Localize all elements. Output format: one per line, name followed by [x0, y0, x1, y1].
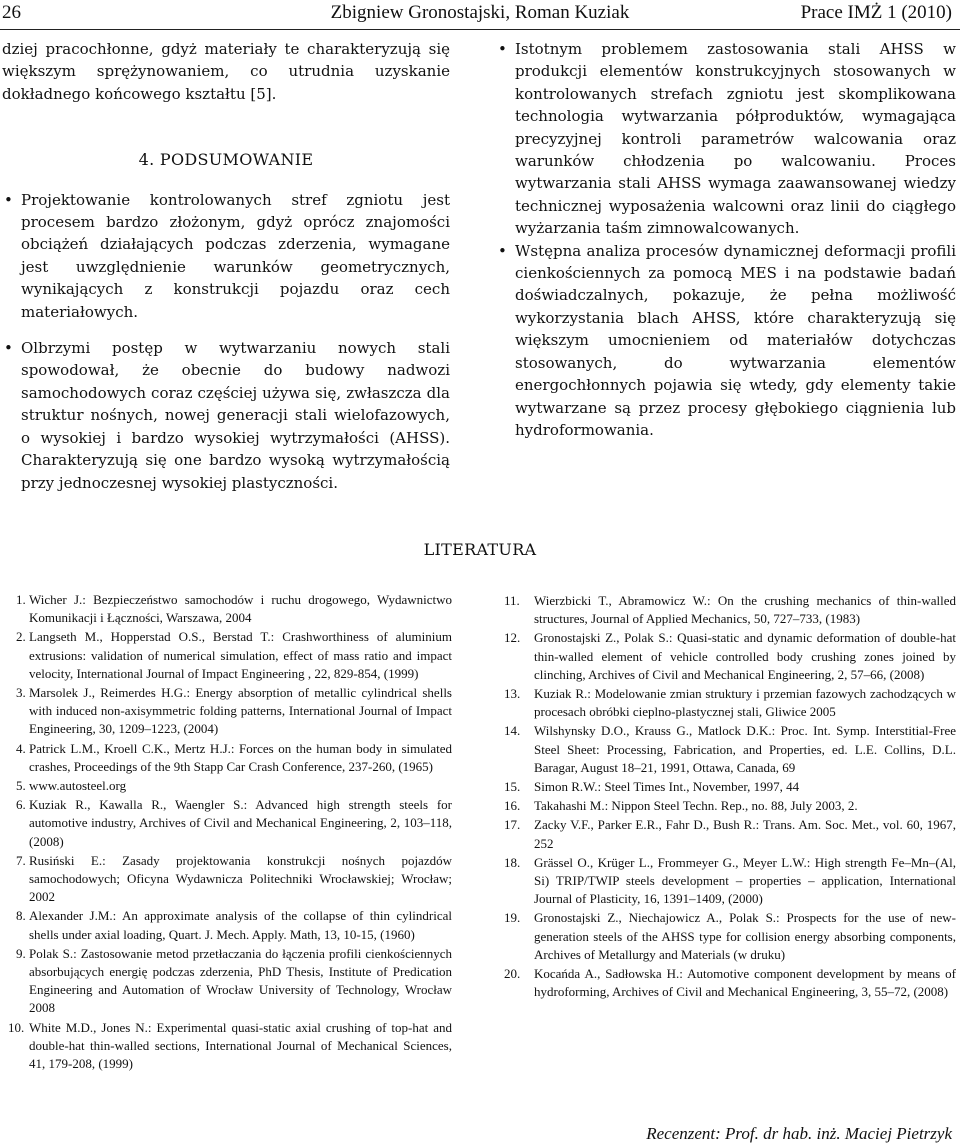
reference-item [504, 816, 956, 852]
reference-text: Grässel O., Krüger L., Frommeyer G., Meyer L.W.: High strength Fe–Mn–(Al, Si) TRIP/TWIP steels development – properties – application, International Journal of Plasticity, 16, 1391–1409, (2000) [534, 854, 956, 907]
reference-number: 19. [504, 910, 521, 926]
reference-number: 14. [504, 723, 521, 739]
reference-text: Zacky V.F., Parker E.R., Fahr D., Bush R.: Trans. Am. Soc. Met., vol. 60, 1967, 252 [534, 817, 956, 851]
reference-number: 20. [504, 966, 521, 982]
reference-item [2, 796, 452, 851]
reference-number: 16. [504, 798, 521, 814]
reference-number: 3. [16, 685, 26, 701]
reference-item [504, 629, 956, 684]
reference-item [2, 628, 452, 683]
journal-reference: Prace IMŻ 1 (2010) [800, 2, 952, 23]
reference-text: Simon R.W.: Steel Times Int., November, 1997, 44 [534, 779, 800, 795]
summary-bullet: • Olbrzymi postęp w wytwarzaniu nowych stali spowodował, że obecnie do budowy nadwozi samochodowych coraz częściej używa się, zwłaszcza dla struktur nośnych, nowej generacji stali wielofazowych, o wysokiej i bardzo wysokiej wytrzymałości (AHSS). Charakteryzują się one bardzo wysoką wytrzymałością przy jednoczesnej wysokiej plastyczności. [2, 337, 450, 494]
reference-item [504, 722, 956, 777]
reference-item [504, 854, 956, 909]
reference-text: Kuziak R., Kawalla R., Waengler S.: Advanced high strength steels for automotive industry, Archives of Civil and Mechanical Engineering, 2, 103–118, (2008) [29, 797, 452, 849]
reference-item [2, 1019, 452, 1074]
reference-number: 4. [16, 740, 26, 756]
reference-number: 2. [16, 629, 26, 645]
reference-item [504, 909, 956, 964]
summary-bullet: • Istotnym problemem zastosowania stali AHSS w produkcji elementów konstrukcyjnych stosowanych w kontrolowanych strefach zgniotu jest skomplikowana technologia wytwarzania półproduktów, wymagająca precyzyjnej kontroli parametrów walcowania oraz warunków chłodzenia po walcowaniu. Proces wytwarzania stali AHSS wymaga zaawansowanej wiedzy technicznej wyposażenia walcowni oraz linii do ciągłego wyżarzania taśm zimnowalcowanych. [496, 38, 956, 240]
page-number: 26 [2, 2, 21, 23]
literature-heading: LITERATURA [423, 540, 537, 559]
running-authors: Zbigniew Gronostajski, Roman Kuziak [330, 2, 630, 23]
references-left [2, 591, 452, 1074]
reference-text: Gronostajski Z., Niechajowicz A., Polak S.: Prospects for the use of new-generation steels of the AHSS type for collision energy absorbing components, Archives of Metallurgy and Materials (w druku) [534, 910, 956, 962]
reference-number: 15. [504, 779, 521, 795]
reference-item [504, 965, 956, 1001]
reference-text: Wierzbicki T., Abramowicz W.: On the crushing mechanics of thin-walled structures, Journal of Applied Mechanics, 50, 727–733, (1983) [534, 593, 956, 627]
reviewer-note: Recenzent: Prof. dr hab. inż. Maciej Pietrzyk [646, 1124, 952, 1143]
reference-item [504, 778, 956, 796]
reference-text: Kuziak R.: Modelowanie zmian struktury i przemian fazowych zachodzących w procesach obróbki cieplno-plastycznej stali, Gliwice 2005 [534, 686, 956, 720]
reference-item [2, 907, 452, 943]
reference-item [2, 684, 452, 739]
reference-item [2, 777, 452, 795]
summary-bullet: • Projektowanie kontrolowanych stref zgniotu jest procesem bardzo złożonym, gdyż oprócz znajomości obciążeń działających podczas zderzenia, wymagane jest uwzględnienie warunków geometrycznych, wynikających z konstrukcji pojazdu oraz cech materiałowych. [2, 189, 450, 323]
reference-number: 12. [504, 630, 521, 646]
reference-item [504, 797, 956, 815]
reference-number: 17. [504, 817, 521, 833]
left-text-column [2, 38, 450, 508]
reference-item [504, 592, 956, 628]
reference-text: Alexander J.M.: An approximate analysis of the collapse of thin cylindrical shells under axial loading, Quart. J. Mech. Apply. Math, 13, 10-15, (1960) [29, 908, 452, 942]
reference-number: 11. [504, 593, 520, 608]
reference-number: 18. [504, 854, 521, 870]
reference-number: 10. [8, 1019, 25, 1035]
section-title: 4. PODSUMOWANIE [138, 150, 314, 170]
references-right [504, 592, 956, 1002]
reference-text: Patrick L.M., Kroell C.K., Mertz H.J.: Forces on the human body in simulated crashes, Proceedings of the 9th Stapp Car Crash Conference, 237-260, (1965) [29, 740, 452, 774]
reference-text: Polak S.: Zastosowanie metod przetłaczania do łączenia profili cienkościennych absorbujących energię podczas zderzenia, PhD Thesis, Institute of Predication Engineering and Automation of Wrocław University of Technology, Wrocław 2008 [29, 945, 452, 1016]
reference-item [2, 945, 452, 1018]
reference-number: 8. [16, 908, 26, 924]
reference-item [504, 685, 956, 721]
header-rule [0, 29, 960, 30]
reference-item [2, 740, 452, 776]
reference-number: 5. [16, 778, 26, 794]
continued-paragraph: dziej pracochłonne, gdyż materiały te charakteryzują się większym sprężynowaniem, co utrudnia uzyskanie dokładnego końcowego kształtu [5]. [2, 40, 450, 103]
page-header [0, 0, 960, 28]
reference-text: Kocańda A., Sadłowska H.: Automotive component development by means of hydroforming, Archives of Civil and Mechanical Engineering, 3, 55–72, (2008) [534, 966, 956, 1000]
reference-text: Wilshynsky D.O., Krauss G., Matlock D.K.: Proc. Int. Symp. Interstitial-Free Steel Sheet: Processing, Fabrication, and Properties, ed. L.E. Collins, D.L. Baragar, August 18–21, 1991, Ottawa, Canada, 69 [534, 723, 956, 775]
reference-number: 6. [16, 797, 26, 813]
reference-number: 7. [16, 852, 26, 868]
right-text-column [496, 38, 956, 441]
reference-text: Marsolek J., Reimerdes H.G.: Energy absorption of metallic cylindrical shells with induced non-axisymmetric folding patterns, International Journal of Impact Engineering, 30, 1209–1223, (2004) [29, 685, 452, 737]
reference-text: Takahashi M.: Nippon Steel Techn. Rep., no. 88, July 2003, 2. [534, 798, 858, 814]
reference-text: Langseth M., Hopperstad O.S., Berstad T.: Crashworthiness of aluminium extrusions: validation of numerical simulation, effect of mass ratio and impact velocity, International Journal of Impact Engineering , 22, 829-854, (1999) [29, 629, 452, 681]
reference-text: White M.D., Jones N.: Experimental quasi-static axial crushing of top-hat and double-hat thin-walled sections, International Journal of Mechanical Sciences, 41, 179-208, (1999) [29, 1019, 452, 1072]
reference-number: 9. [16, 945, 26, 961]
summary-bullet: • Wstępna analiza procesów dynamicznej deformacji profili cienkościennych za pomocą MES i na podstawie badań doświadczalnych, pokazuje, że pełna możliwość wykorzystania blach AHSS, które charakteryzują się większym umocnieniem od materiałów dotychczas stosowanych, do wytwarzania elementów energochłonnych pojawia się wtedy, gdy elementy takie wytwarzane są przez procesy głębokiego ciągnienia lub hydroformowania. [496, 240, 956, 442]
reference-item [2, 852, 452, 907]
reference-number: 13. [504, 686, 521, 702]
reference-text: Gronostajski Z., Polak S.: Quasi-static and dynamic deformation of double-hat thin-walled element of vehicle controlled body crushing zones joined by clinching, Archives of Civil and Mechanical Engineering, 2, 57–66, (2008) [534, 630, 956, 682]
reference-text: Wicher J.: Bezpieczeństwo samochodów i ruchu drogowego, Wydawnictwo Komunikacji i Łączności, Warszawa, 2004 [29, 592, 452, 626]
reference-item [2, 591, 452, 627]
reference-number: 1. [16, 592, 26, 607]
reference-text: www.autosteel.org [29, 778, 127, 794]
reference-text: Rusiński E.: Zasady projektowania konstrukcji nośnych pojazdów samochodowych; Oficyna Wydawnicza Politechniki Wrocławskiej; Wrocław; 2002 [29, 852, 452, 905]
